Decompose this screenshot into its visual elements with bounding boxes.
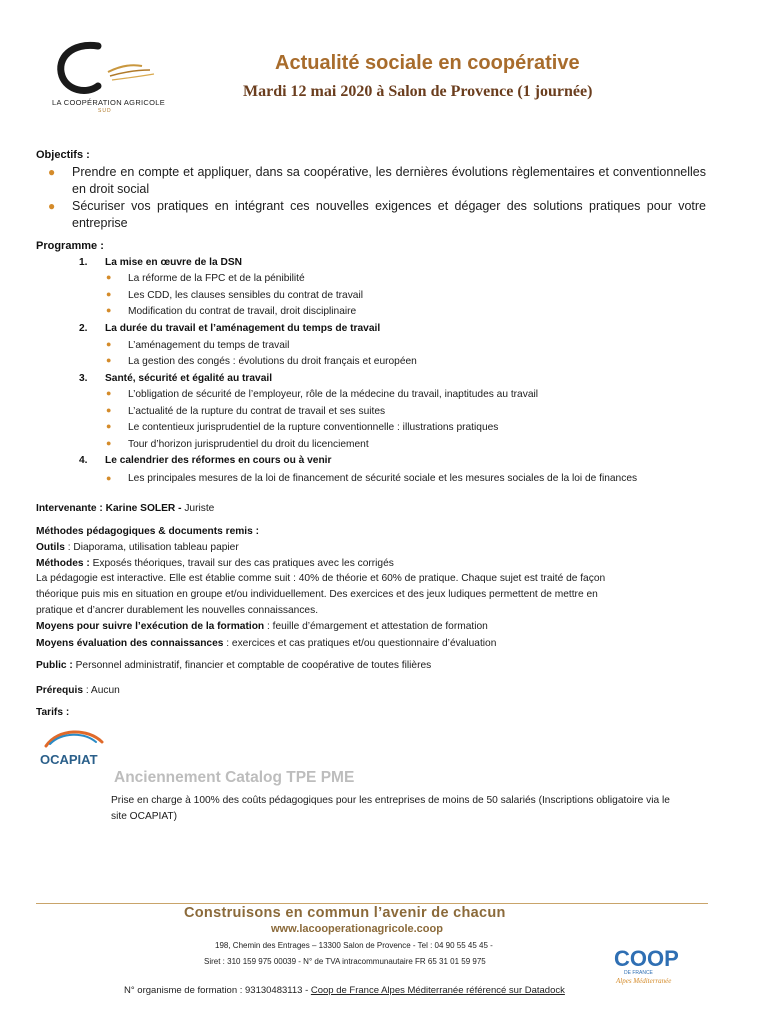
programme-section-title: 1. La mise en œuvre de la DSN xyxy=(79,257,243,268)
programme-item: ● Tour d’horizon jurisprudentiel du droit du licenciement xyxy=(106,438,369,450)
footer-siret: Siret : 310 159 975 00039 - N° de TVA intracommunautaire FR 65 31 01 59 975 xyxy=(204,957,486,966)
svg-text:COOP: COOP xyxy=(614,946,679,971)
programme-section-title: 3. Santé, sécurité et égalité au travail xyxy=(79,373,273,384)
svg-text:Alpes Méditerranée: Alpes Méditerranée xyxy=(616,977,672,985)
programme-item: ● La gestion des congés : évolutions du droit français et européen xyxy=(106,355,417,367)
bullet-icon: ● xyxy=(106,339,112,349)
bullet-icon: ● xyxy=(106,305,112,315)
bullet-icon: ● xyxy=(106,438,112,448)
document-subtitle: Mardi 12 mai 2020 à Salon de Provence (1 journée) xyxy=(243,83,593,100)
logo-subtext: SUD xyxy=(98,108,112,114)
outils-line: Outils : Diaporama, utilisation tableau papier xyxy=(36,542,239,553)
footer-website-link[interactable]: www.lacooperationagricole.coop xyxy=(271,923,443,935)
public-line: Public : Personnel administratif, financier et comptable de coopérative de toutes filières xyxy=(36,660,432,671)
document-title: Actualité sociale en coopérative xyxy=(275,52,580,74)
prerequis-line: Prérequis : Aucun xyxy=(36,685,120,696)
pedagogie-line: théorique puis mis en situation en groupe et/ou individuellement. Des exercices et des jeux ludiques permettent de mettre en xyxy=(36,589,598,600)
pedagogie-line: La pédagogie est interactive. Elle est établie comme suit : 40% de théorie et 60% de pratique. Chaque sujet est traité de façon xyxy=(36,573,606,584)
programme-item: ● Les CDD, les clauses sensibles du contrat de travail xyxy=(106,289,363,301)
svg-text:DE FRANCE: DE FRANCE xyxy=(624,970,653,976)
footer-address: 198, Chemin des Entrages – 13300 Salon de Provence - Tel : 04 90 55 45 45 - xyxy=(215,941,493,950)
objectif-item: ● Sécuriser vos pratiques en intégrant ces nouvelles exigences et dégager des solutions pratiques pour votre entreprise xyxy=(48,199,706,230)
suivi-line: Moyens pour suivre l’exécution de la formation : feuille d’émargement et attestation de formation xyxy=(36,621,488,632)
bullet-icon: ● xyxy=(106,289,112,299)
objectifs-heading: Objectifs : xyxy=(36,149,90,161)
pedagogie-line: pratique et d’ancrer durablement les nouvelles connaissances. xyxy=(36,605,319,616)
catalog-title: Anciennement Catalog TPE PME xyxy=(114,769,355,786)
programme-item: ● La réforme de la FPC et de la pénibilité xyxy=(106,272,305,284)
footer-slogan: Construisons en commun l’avenir de chacun xyxy=(184,905,506,921)
programme-heading: Programme : xyxy=(36,240,104,252)
logo-text: LA COOPÉRATION AGRICOLE xyxy=(52,98,166,107)
intervenante: Intervenante : Karine SOLER - Juriste xyxy=(36,503,215,514)
programme-section-title: 4. Le calendrier des réformes en cours ou à venir xyxy=(79,455,332,466)
programme-section-title: 2. La durée du travail et l’aménagement du temps de travail xyxy=(79,323,381,334)
programme-item: ● Le contentieux jurisprudentiel de la rupture conventionnelle : illustrations pratiques xyxy=(106,421,499,433)
objectif-item: ● Prendre en compte et appliquer, dans sa coopérative, les dernières évolutions règlementaires et conventionnelles en droit social xyxy=(48,165,706,196)
programme-item: ● Modification du contrat de travail, droit disciplinaire xyxy=(106,305,357,317)
programme-item: ● L’aménagement du temps de travail xyxy=(106,339,290,351)
programme-item: ● L’actualité de la rupture du contrat de travail et ses suites xyxy=(106,405,386,417)
svg-text:OCAPIAT: OCAPIAT xyxy=(40,752,98,767)
methodes-heading: Méthodes pédagogiques & documents remis : xyxy=(36,526,260,537)
cooperation-agricole-logo xyxy=(50,40,180,120)
datadock-link[interactable]: Coop de France Alpes Méditerranée référencé sur Datadock xyxy=(310,985,565,996)
footer-divider xyxy=(36,903,708,904)
catalog-text: Prise en charge à 100% des coûts pédagogiques pour les entreprises de moins de 50 salariés (Inscriptions obligatoire via le site OCAPIAT) xyxy=(111,795,670,822)
footer-organisme: N° organisme de formation : 93130483113 - Coop de France Alpes Méditerranée référencé sur Datadock xyxy=(124,985,565,996)
bullet-icon: ● xyxy=(106,473,112,483)
programme-item: ● Les principales mesures de la loi de financement de sécurité sociale et les mesures sociales de la loi de finances xyxy=(128,471,706,487)
programme-item: ● L’obligation de sécurité de l’employeur, rôle de la médecine du travail, inaptitudes au travail xyxy=(106,388,539,400)
tarifs-heading: Tarifs : xyxy=(36,707,70,718)
ocapiat-logo xyxy=(36,728,116,778)
bullet-icon: ● xyxy=(106,388,112,398)
bullet-icon: ● xyxy=(106,405,112,415)
bullet-icon: ● xyxy=(106,355,112,365)
bullet-icon: ● xyxy=(48,199,56,213)
bullet-icon: ● xyxy=(106,421,112,431)
coop-de-france-logo xyxy=(612,944,682,986)
bullet-icon: ● xyxy=(48,165,56,179)
evaluation-line: Moyens évaluation des connaissances : exercices et cas pratiques et/ou questionnaire d’évaluation xyxy=(36,638,497,649)
methodes-line: Méthodes : Exposés théoriques, travail sur des cas pratiques avec les corrigés xyxy=(36,558,394,569)
bullet-icon: ● xyxy=(106,272,112,282)
